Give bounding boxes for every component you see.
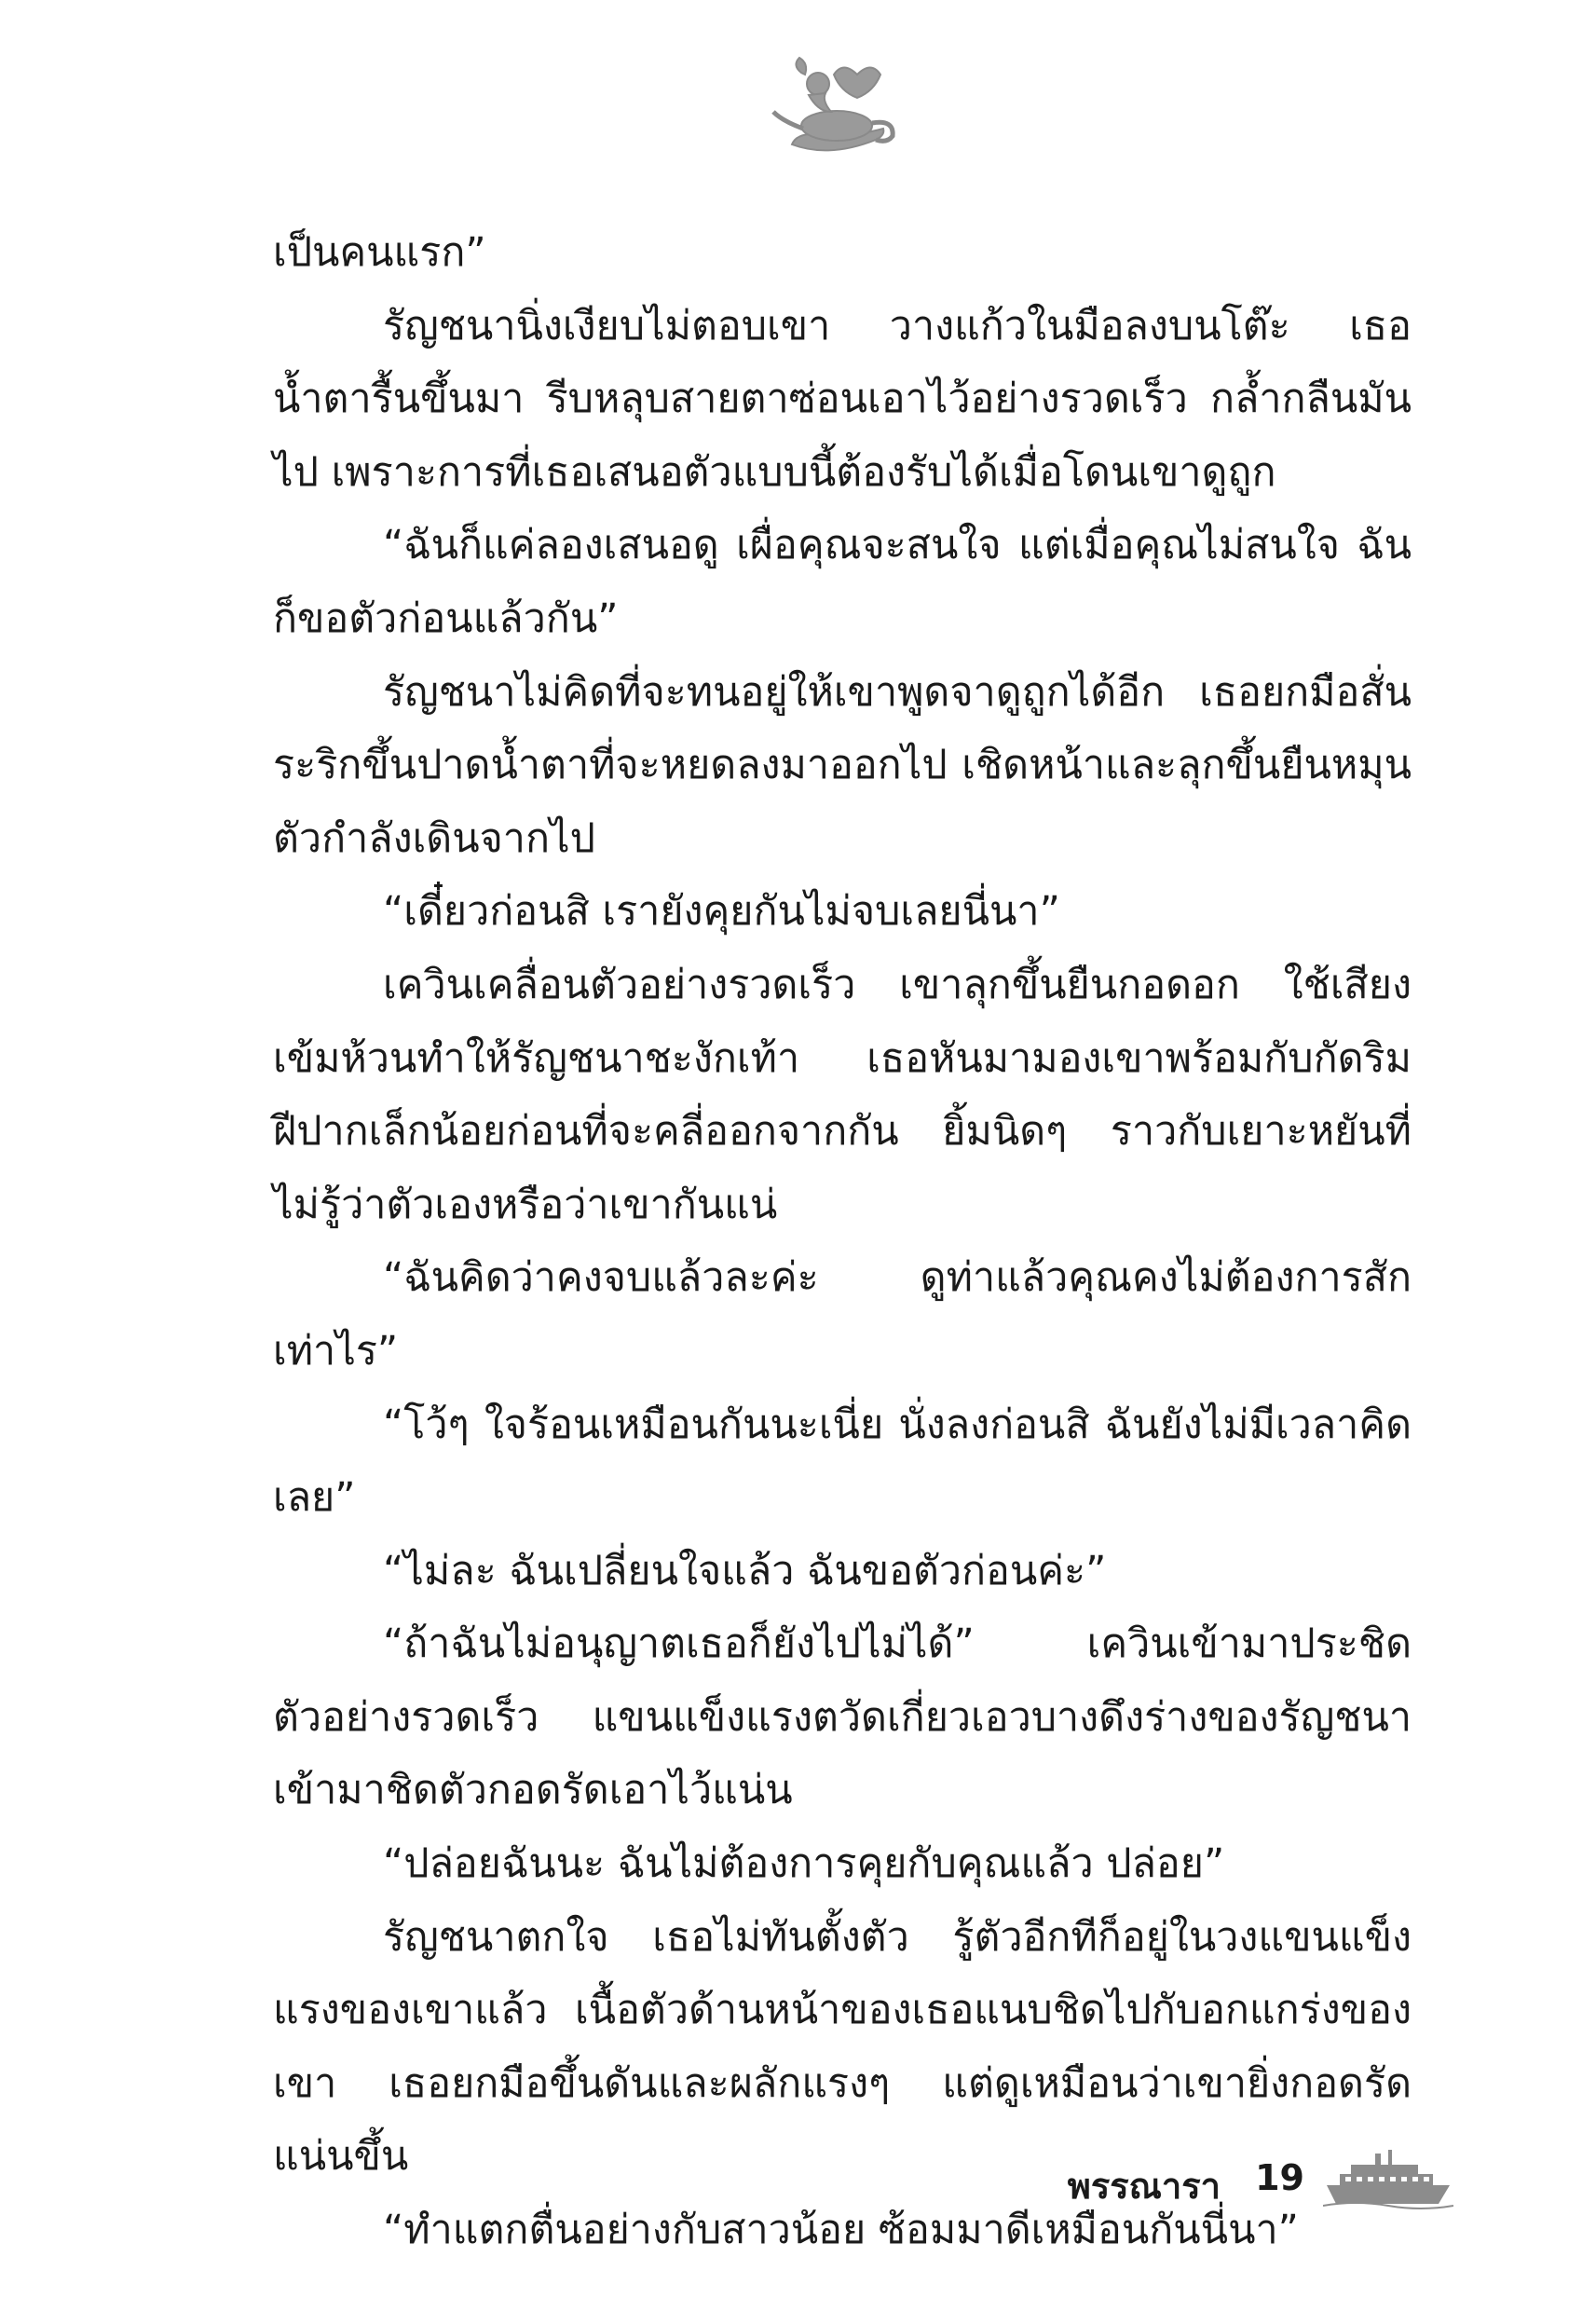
paragraph: เป็นคนแรก”: [273, 229, 486, 276]
paragraph: “ฉันคิดว่าคงจบแล้วละค่ะ ดูท่าแล้วคุณคงไม่ต้องการสักเท่าไร”: [273, 1254, 1412, 1374]
paragraph: “ฉันก็แค่ลองเสนอดู เผื่อคุณจะสนใจ แต่เมื่อคุณไม่สนใจ ฉันก็ขอตัวก่อนแล้วกัน”: [273, 522, 1412, 642]
paragraph: “ถ้าฉันไม่อนุญาตเธอก็ยังไปไม่ได้” เควินเข้ามาประชิดตัวอย่างรวดเร็ว แขนแข็งแรงตวัดเกี่ยวเอวบางดึงร่างของรัญชนาเข้ามาชิดตัวกอดรัดเอาไว้แน่น: [273, 1620, 1412, 1814]
paragraph: “ทำแตกตื่นอย่างกับสาวน้อย ซ้อมมาดีเหมือนกันนี่นา”: [383, 2207, 1299, 2254]
paragraph: รัญชนาตกใจ เธอไม่ทันตั้งตัว รู้ตัวอีกทีก็อยู่ในวงแขนแข็งแรงของเขาแล้ว เนื้อตัวด้านหน้าของเธอแนบชิดไปกับอกแกร่งของเขา เธอยกมือขึ้นดันและผลักแรงๆ แต่ดูเหมือนว่าเขายิ่งกอดรัดแน่นขึ้น: [273, 1913, 1412, 2181]
paragraph: เควินเคลื่อนตัวอย่างรวดเร็ว เขาลุกขึ้นยืนกอดอก ใช้เสียงเข้มห้วนทำให้รัญชนาชะงักเท้า เธอหันมามองเขาพร้อมกับกัดริมฝีปากเล็กน้อยก่อนที่จะคลี่ออกจากกัน ยิ้มนิดๆ ราวกับเยาะหยันที่ไม่รู้ว่าตัวเองหรือว่าเขากันแน่: [273, 961, 1412, 1228]
paragraph: “ไม่ละ ฉันเปลี่ยนใจแล้ว ฉันขอตัวก่อนค่ะ”: [383, 1547, 1107, 1594]
paragraph: รัญชนาไม่คิดที่จะทนอยู่ให้เขาพูดจาดูถูกได้อีก เธอยกมือสั่นระริกขึ้นปาดน้ำตาที่จะหยดลงมาออกไป เชิดหน้าและลุกขึ้นยืนหมุนตัวกำลังเดินจากไป: [273, 668, 1412, 862]
book-title: พรรณารา: [1067, 2166, 1221, 2207]
paragraph: “เดี๋ยวก่อนสิ เรายังคุยกันไม่จบเลยนี่นา”: [383, 888, 1060, 936]
page-number: 19: [1255, 2157, 1304, 2198]
body-text: [273, 216, 1412, 2267]
paragraph: “โว้ๆ ใจร้อนเหมือนกันนะเนี่ย นั่งลงก่อนสิ ฉันยังไม่มีเวลาคิดเลย”: [273, 1401, 1412, 1522]
page-footer: [1025, 2148, 1453, 2213]
paragraph: “ปล่อยฉันนะ ฉันไม่ต้องการคุยกับคุณแล้ว ปล่อย”: [383, 1840, 1225, 1888]
teapot-cupid-icon: [764, 47, 913, 177]
paragraph: รัญชนานิ่งเงียบไม่ตอบเขา วางแก้วในมือลงบนโต๊ะ เธอน้ำตารื้นขึ้นมา รีบหลุบสายตาซ่อนเอาไว้อย่างรวดเร็ว กล้ำกลืนมันไป เพราะการที่เธอเสนอตัวแบบนี้ต้องรับได้เมื่อโดนเขาดูถูก: [273, 302, 1412, 496]
ship-icon: [1323, 2148, 1453, 2209]
